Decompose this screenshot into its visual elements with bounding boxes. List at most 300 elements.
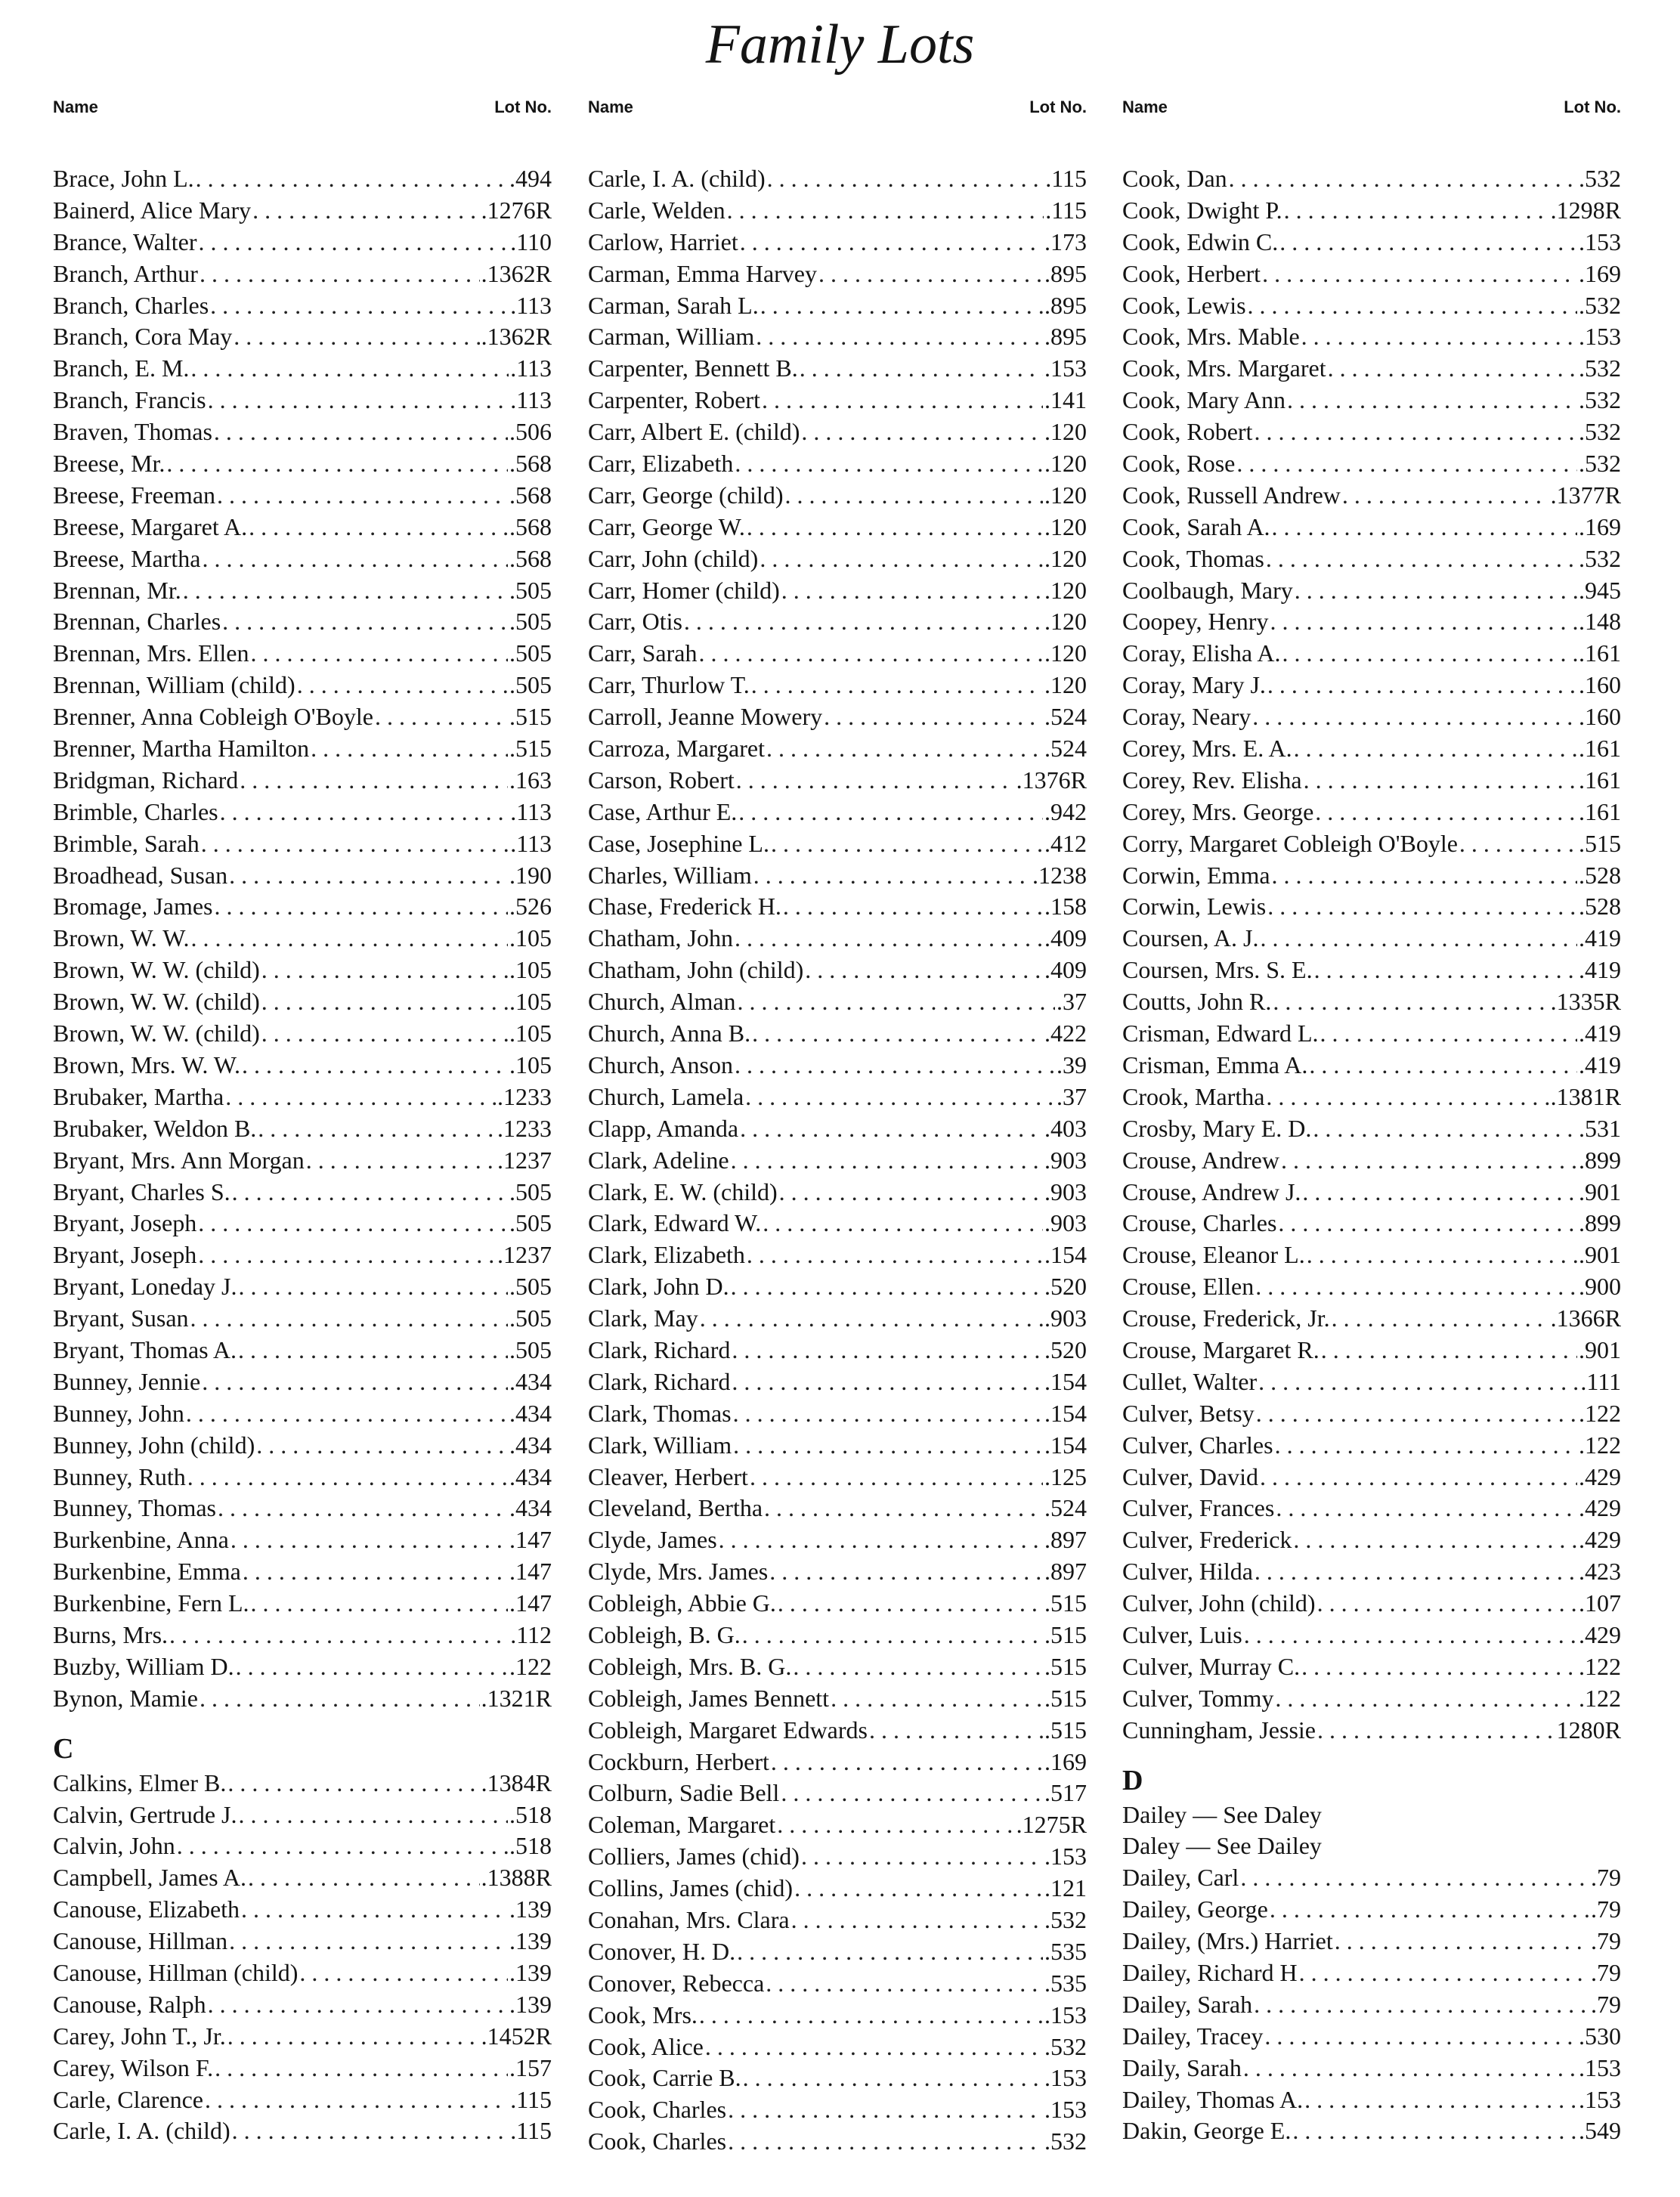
dot-leader (699, 2000, 1043, 2031)
entry-name: Carroza, Margaret (588, 735, 765, 763)
dot-leader (756, 321, 1043, 353)
entry-lot: .524 (1044, 1494, 1087, 1522)
entry-lot: .113 (510, 386, 552, 414)
entry-name: Cook, Mary Ann (1122, 386, 1286, 414)
entry-name: Brenner, Anna Cobleigh O'Boyle (53, 703, 373, 731)
entry-name: Canouse, Hillman (child) (53, 1958, 299, 1986)
dot-leader (1240, 1862, 1589, 1894)
entry-lot: .434 (509, 1399, 552, 1427)
entry-lot: .568 (509, 512, 552, 540)
entry-lot: .37 (1057, 1082, 1087, 1110)
dot-leader (1299, 1957, 1589, 1989)
entry-name: Branch, Arthur (53, 259, 198, 287)
entry-lot: .1366R (1550, 1304, 1621, 1332)
entry-lot: .532 (1579, 165, 1621, 192)
list-item (1122, 891, 1621, 923)
list-item (588, 385, 1087, 416)
dot-leader (751, 670, 1043, 701)
list-item (53, 1651, 552, 1683)
dot-leader (1459, 828, 1577, 860)
entry-list (1122, 163, 1621, 1747)
section-letter: D (1122, 1764, 1143, 1796)
dot-leader (1321, 1335, 1577, 1366)
entry-lot: .515 (1044, 1652, 1087, 1680)
entry-name: Culver, Betsy (1122, 1399, 1255, 1427)
entry-lot: .147 (509, 1589, 552, 1617)
list-item (588, 1905, 1087, 1936)
dot-leader (1272, 860, 1577, 892)
dot-leader (760, 290, 1043, 322)
entry-name: Bryant, Loneday J. (53, 1273, 237, 1301)
list-item (53, 701, 552, 733)
entry-lot: .515 (1579, 829, 1621, 857)
dot-leader (1276, 1493, 1577, 1524)
list-item (1122, 606, 1621, 638)
section-letter: C (53, 1732, 74, 1765)
entry-name: Dailey, George (1122, 1895, 1268, 1923)
dot-leader (1313, 1113, 1577, 1145)
list-item (588, 1081, 1087, 1113)
entry-name: Cobleigh, Margaret Edwards (588, 1716, 868, 1744)
entry-name: Bryant, Joseph (53, 1209, 197, 1237)
entry-lot: .532 (1579, 354, 1621, 382)
lot-header: Lot No. (494, 97, 552, 116)
entry-lot: .518 (509, 1800, 552, 1828)
dot-leader (1309, 1050, 1577, 1081)
dot-leader (793, 1651, 1043, 1683)
entry-lot: .169 (1579, 512, 1621, 540)
entry-lot: .115 (1045, 196, 1087, 224)
entry-name: Chatham, John (588, 924, 733, 952)
entry-list (588, 163, 1087, 2158)
entry-lot: .494 (509, 165, 552, 192)
entry-name: Carr, Otis (588, 608, 682, 636)
column-3 (1122, 97, 1621, 2147)
entry-name: Brown, Mrs. W. W. (53, 1051, 241, 1078)
list-item (53, 1620, 552, 1651)
dot-leader (1252, 701, 1577, 733)
entry-name: Corry, Margaret Cobleigh O'Boyle (1122, 829, 1458, 857)
entry-name: Bryant, Joseph (53, 1241, 197, 1269)
list-item (588, 1430, 1087, 1462)
dot-leader (251, 1588, 509, 1620)
entry-lot: .528 (1579, 861, 1621, 889)
lot-header: Lot No. (1564, 97, 1621, 116)
list-item (588, 1303, 1087, 1335)
entry-lot: .515 (509, 735, 552, 763)
entry-name: Cook, Dwight P. (1122, 196, 1282, 224)
entry-name: Canouse, Elizabeth (53, 1895, 240, 1923)
entry-name: Carpenter, Bennett B. (588, 354, 798, 382)
entry-lot: .535 (1044, 1969, 1087, 1997)
list-item (1122, 1493, 1621, 1524)
dot-leader (229, 1926, 508, 1957)
entry-name: Carroll, Jeanne Mowery (588, 703, 823, 731)
entry-lot: .1275R (1016, 1811, 1087, 1839)
entry-lot: .169 (1044, 1747, 1087, 1775)
entry-lot: .1377R (1550, 481, 1621, 509)
list-item (588, 1936, 1087, 1968)
dot-leader (740, 1113, 1043, 1145)
dot-leader (202, 1366, 508, 1398)
list-item (53, 1894, 552, 1926)
entry-name: Case, Josephine L. (588, 829, 769, 857)
entry-name: Carle, I. A. (child) (53, 2117, 230, 2145)
entry-lot: .412 (1044, 829, 1087, 857)
dot-leader (187, 1462, 508, 1493)
entry-lot: .524 (1044, 735, 1087, 763)
entry-lot: .434 (509, 1462, 552, 1490)
entry-name: Breese, Freeman (53, 481, 216, 509)
list-item (53, 543, 552, 575)
entry-name: Crouse, Ellen (1122, 1273, 1255, 1301)
entry-name: Carle, Welden (588, 196, 726, 224)
list-item (1122, 2053, 1621, 2084)
list-item (588, 1145, 1087, 1177)
entry-name: Crosby, Mary E. D. (1122, 1114, 1312, 1142)
entry-name: Carpenter, Robert (588, 386, 760, 414)
entry-name: Cook, Charles (588, 2127, 727, 2155)
list-item (53, 1862, 552, 1894)
dot-leader (217, 480, 508, 512)
dot-leader (1293, 1524, 1577, 1556)
dot-leader (1304, 765, 1577, 797)
entry-name: Cook, Robert (1122, 418, 1253, 446)
dot-leader (1275, 1430, 1577, 1462)
entry-lot: .1388R (481, 1864, 552, 1892)
entry-name: Dailey, Richard H (1122, 1958, 1298, 1986)
dot-leader (763, 1208, 1043, 1239)
entry-lot: .515 (509, 703, 552, 731)
dot-leader (1260, 1462, 1577, 1493)
list-item (53, 1957, 552, 1989)
entry-lot: .897 (1044, 1526, 1087, 1554)
dot-leader (1294, 733, 1577, 765)
list-item (588, 891, 1087, 923)
list-item (588, 701, 1087, 733)
dot-leader (1255, 1556, 1577, 1588)
list-item (1122, 543, 1621, 575)
list-item (1122, 512, 1621, 543)
entry-name: Burns, Mrs. (53, 1620, 169, 1648)
entry-name: Dailey, Carl (1122, 1864, 1239, 1892)
list-item (588, 416, 1087, 448)
dot-leader (831, 1683, 1043, 1715)
entry-name: Culver, Charles (1122, 1431, 1273, 1459)
entry-name: Clark, Richard (588, 1367, 731, 1395)
list-item (588, 290, 1087, 322)
entry-lot: .1233 (497, 1114, 552, 1142)
entry-name: Canouse, Ralph (53, 1990, 206, 2018)
dot-leader (747, 1239, 1043, 1271)
list-item (1122, 986, 1621, 1018)
entry-lot: .1276R (481, 196, 552, 224)
entry-lot: .434 (509, 1494, 552, 1522)
list-item (53, 480, 552, 512)
list-item (1122, 1303, 1621, 1335)
dot-leader (299, 1957, 508, 1989)
entry-name: Cook, Alice (588, 2032, 704, 2060)
list-item (1122, 416, 1621, 448)
entry-lot: .505 (509, 1304, 552, 1332)
entry-name: Carle, Clarence (53, 2085, 203, 2113)
list-item (53, 1926, 552, 1957)
entry-lot: .505 (509, 1177, 552, 1205)
dot-leader (218, 1493, 508, 1524)
dot-leader (1314, 955, 1577, 986)
dot-leader (745, 1081, 1055, 1113)
entry-lot: .422 (1044, 1020, 1087, 1047)
list-item (1122, 1715, 1621, 1747)
list-item (1122, 765, 1621, 797)
dot-leader (1284, 195, 1549, 227)
entry-name: Bunney, Jennie (53, 1367, 201, 1395)
entry-name: Coleman, Margaret (588, 1811, 776, 1839)
entry-name: Culver, Frances (1122, 1494, 1275, 1522)
dot-leader (781, 575, 1043, 607)
dot-leader (1270, 606, 1577, 638)
entry-lot: .429 (1579, 1526, 1621, 1554)
entry-name: Collins, James (chid) (588, 1874, 794, 1902)
entry-lot: .900 (1579, 1273, 1621, 1301)
entry-lot: .115 (510, 2117, 552, 2145)
dot-leader (781, 1778, 1043, 1809)
entry-lot: .163 (509, 766, 552, 794)
entry-lot: .153 (1579, 323, 1621, 351)
entry-name: Cleaver, Herbert (588, 1462, 748, 1490)
list-item (588, 1177, 1087, 1208)
dot-leader (732, 1366, 1043, 1398)
entry-list (53, 1768, 552, 2148)
list-item (53, 2021, 552, 2053)
entry-name: Brennan, Mrs. Ellen (53, 639, 249, 667)
list-item (1122, 797, 1621, 828)
dot-leader (1301, 1651, 1577, 1683)
dot-leader (1287, 385, 1577, 416)
dot-leader (200, 258, 480, 290)
entry-lot: .153 (1044, 1843, 1087, 1871)
entry-lot: .515 (1044, 1589, 1087, 1617)
entry-lot: .1298R (1550, 196, 1621, 224)
entry-name: Carr, Sarah (588, 639, 698, 667)
entry-lot: .113 (510, 829, 552, 857)
entry-name: Carr, Elizabeth (588, 450, 734, 478)
dot-leader (794, 1873, 1043, 1905)
dot-leader (733, 1398, 1043, 1430)
list-item (588, 606, 1087, 638)
list-item (588, 1841, 1087, 1873)
list-item (1122, 1894, 1621, 1926)
dot-leader (1317, 1715, 1555, 1747)
list-item (588, 2126, 1087, 2158)
entry-lot: .111 (1580, 1367, 1621, 1395)
list-item (53, 1177, 552, 1208)
entry-lot: .897 (1044, 1558, 1087, 1586)
list-item (53, 195, 552, 227)
list-item (1122, 1145, 1621, 1177)
dot-leader (766, 1968, 1043, 2000)
list-item (588, 670, 1087, 701)
entry-lot: .526 (509, 893, 552, 921)
list-item (588, 258, 1087, 290)
entry-name: Conover, Rebecca (588, 1969, 765, 1997)
dot-leader (752, 1018, 1043, 1050)
entry-lot: .423 (1579, 1558, 1621, 1586)
entry-name: Branch, Charles (53, 291, 209, 319)
entry-lot: .120 (1044, 418, 1087, 446)
entry-lot: .122 (1579, 1684, 1621, 1712)
entry-lot: .429 (1579, 1620, 1621, 1648)
entry-name: Brimble, Charles (53, 797, 218, 825)
entry-name: Cobleigh, B. G. (588, 1620, 741, 1648)
entry-name: Cook, Mrs. Margaret (1122, 354, 1326, 382)
entry-lot: .154 (1044, 1241, 1087, 1269)
entry-name: Brace, John L. (53, 165, 194, 192)
entry-lot: .515 (1044, 1684, 1087, 1712)
entry-lot: .153 (1044, 2001, 1087, 2028)
entry-name: Conover, H. D. (588, 1937, 736, 1965)
entry-name: Daily, Sarah (1122, 2053, 1242, 2081)
entry-lot: .161 (1579, 797, 1621, 825)
dot-leader (731, 1271, 1043, 1303)
entry-name: Coolbaugh, Mary (1122, 576, 1293, 604)
list-item (53, 2084, 552, 2116)
entry-lot: .532 (1044, 1905, 1087, 1933)
entry-name: Bynon, Mamie (53, 1684, 198, 1712)
list-item (1122, 1683, 1621, 1715)
list-item (1122, 701, 1621, 733)
list-item (588, 1050, 1087, 1081)
entry-name: Crouse, Eleanor L. (1122, 1241, 1305, 1269)
list-item (1122, 1018, 1621, 1050)
dot-leader (227, 2021, 480, 2053)
dot-leader (1332, 1303, 1549, 1335)
column-2 (588, 97, 1087, 2158)
list-item (1122, 2021, 1621, 2053)
dot-leader (733, 1430, 1043, 1462)
dot-leader (684, 606, 1043, 638)
dot-leader (183, 575, 508, 607)
list-item (1122, 227, 1621, 258)
dot-leader (771, 1747, 1043, 1778)
column-header (53, 97, 552, 163)
list-item (588, 1715, 1087, 1747)
entry-lot: .1237 (497, 1241, 552, 1269)
entry-name: Culver, Murray C. (1122, 1652, 1301, 1680)
entry-name: Coursen, A. J. (1122, 924, 1259, 952)
entry-lot: .532 (1579, 418, 1621, 446)
dot-leader (1254, 416, 1577, 448)
entry-lot: .39 (1057, 1051, 1087, 1078)
list-item (53, 1239, 552, 1271)
entry-lot: .113 (510, 291, 552, 319)
dot-leader (208, 1989, 508, 2021)
entry-name: Corey, Mrs. E. A. (1122, 735, 1292, 763)
dot-leader (1304, 2084, 1577, 2116)
entry-name: Clark, E. W. (child) (588, 1177, 778, 1205)
entry-lot: .105 (509, 988, 552, 1016)
entry-lot: .505 (509, 1209, 552, 1237)
entry-lot: .903 (1044, 1209, 1087, 1237)
list-item (53, 1335, 552, 1366)
entry-name: Clark, William (588, 1431, 732, 1459)
entry-lot: .895 (1044, 291, 1087, 319)
entry-lot: .532 (1579, 544, 1621, 572)
entry-name: Dailey, Thomas A. (1122, 2085, 1304, 2113)
list-item (588, 1113, 1087, 1145)
entry-name: Branch, Francis (53, 386, 206, 414)
list-item (588, 353, 1087, 385)
cross-reference: Daley — See Dailey (1122, 1832, 1322, 1860)
entry-name: Conahan, Mrs. Clara (588, 1905, 790, 1933)
entry-lot: .120 (1044, 450, 1087, 478)
dot-leader (1258, 1366, 1579, 1398)
list-item (588, 923, 1087, 955)
entry-lot: .158 (1044, 893, 1087, 921)
list-item (1122, 2115, 1621, 2147)
entry-lot: .1238 (1032, 861, 1087, 889)
entry-name: Corey, Mrs. George (1122, 797, 1314, 825)
list-item (53, 765, 552, 797)
entry-name: Carey, John T., Jr. (53, 2022, 226, 2050)
dot-leader (764, 1493, 1043, 1524)
dot-leader (1243, 2053, 1577, 2084)
entry-lot: .505 (509, 608, 552, 636)
dot-leader (214, 416, 508, 448)
entry-lot: .157 (509, 2053, 552, 2081)
list-item (53, 575, 552, 607)
entry-name: Cook, Rose (1122, 450, 1236, 478)
dot-leader (198, 1208, 508, 1239)
dot-leader (824, 701, 1043, 733)
entry-lot: .409 (1044, 956, 1087, 984)
entry-lot: .120 (1044, 544, 1087, 572)
dot-leader (186, 1398, 508, 1430)
list-item (588, 1462, 1087, 1493)
list-item (53, 353, 552, 385)
list-item (53, 258, 552, 290)
dot-leader (1266, 543, 1577, 575)
entry-name: Clyde, James (588, 1526, 717, 1554)
list-item (1122, 1208, 1621, 1239)
dot-leader (249, 512, 508, 543)
dot-leader (1264, 2021, 1577, 2053)
dot-leader (750, 1462, 1043, 1493)
dot-leader (1295, 575, 1577, 607)
dot-leader (261, 986, 508, 1018)
dot-leader (760, 543, 1043, 575)
dot-leader (261, 1018, 508, 1050)
entry-lot: .160 (1579, 703, 1621, 731)
entry-name: Cunningham, Jessie (1122, 1716, 1316, 1744)
dot-leader (1307, 1239, 1577, 1271)
dot-leader (818, 258, 1043, 290)
dot-leader (740, 227, 1043, 258)
list-item (53, 1768, 552, 1799)
entry-lot: .139 (509, 1958, 552, 1986)
list-item (53, 1303, 552, 1335)
entry-name: Carr, George W. (588, 512, 745, 540)
entry-name: Brimble, Sarah (53, 829, 200, 857)
dot-leader (1266, 1081, 1549, 1113)
entry-name: Carman, Sarah L. (588, 291, 759, 319)
entry-name: Carr, Homer (child) (588, 576, 780, 604)
list-item (1122, 1651, 1621, 1683)
entry-name: Brennan, Mr. (53, 576, 181, 604)
dot-leader (738, 986, 1055, 1018)
entry-name: Cullet, Walter (1122, 1367, 1258, 1395)
entry-name: Crouse, Charles (1122, 1209, 1277, 1237)
